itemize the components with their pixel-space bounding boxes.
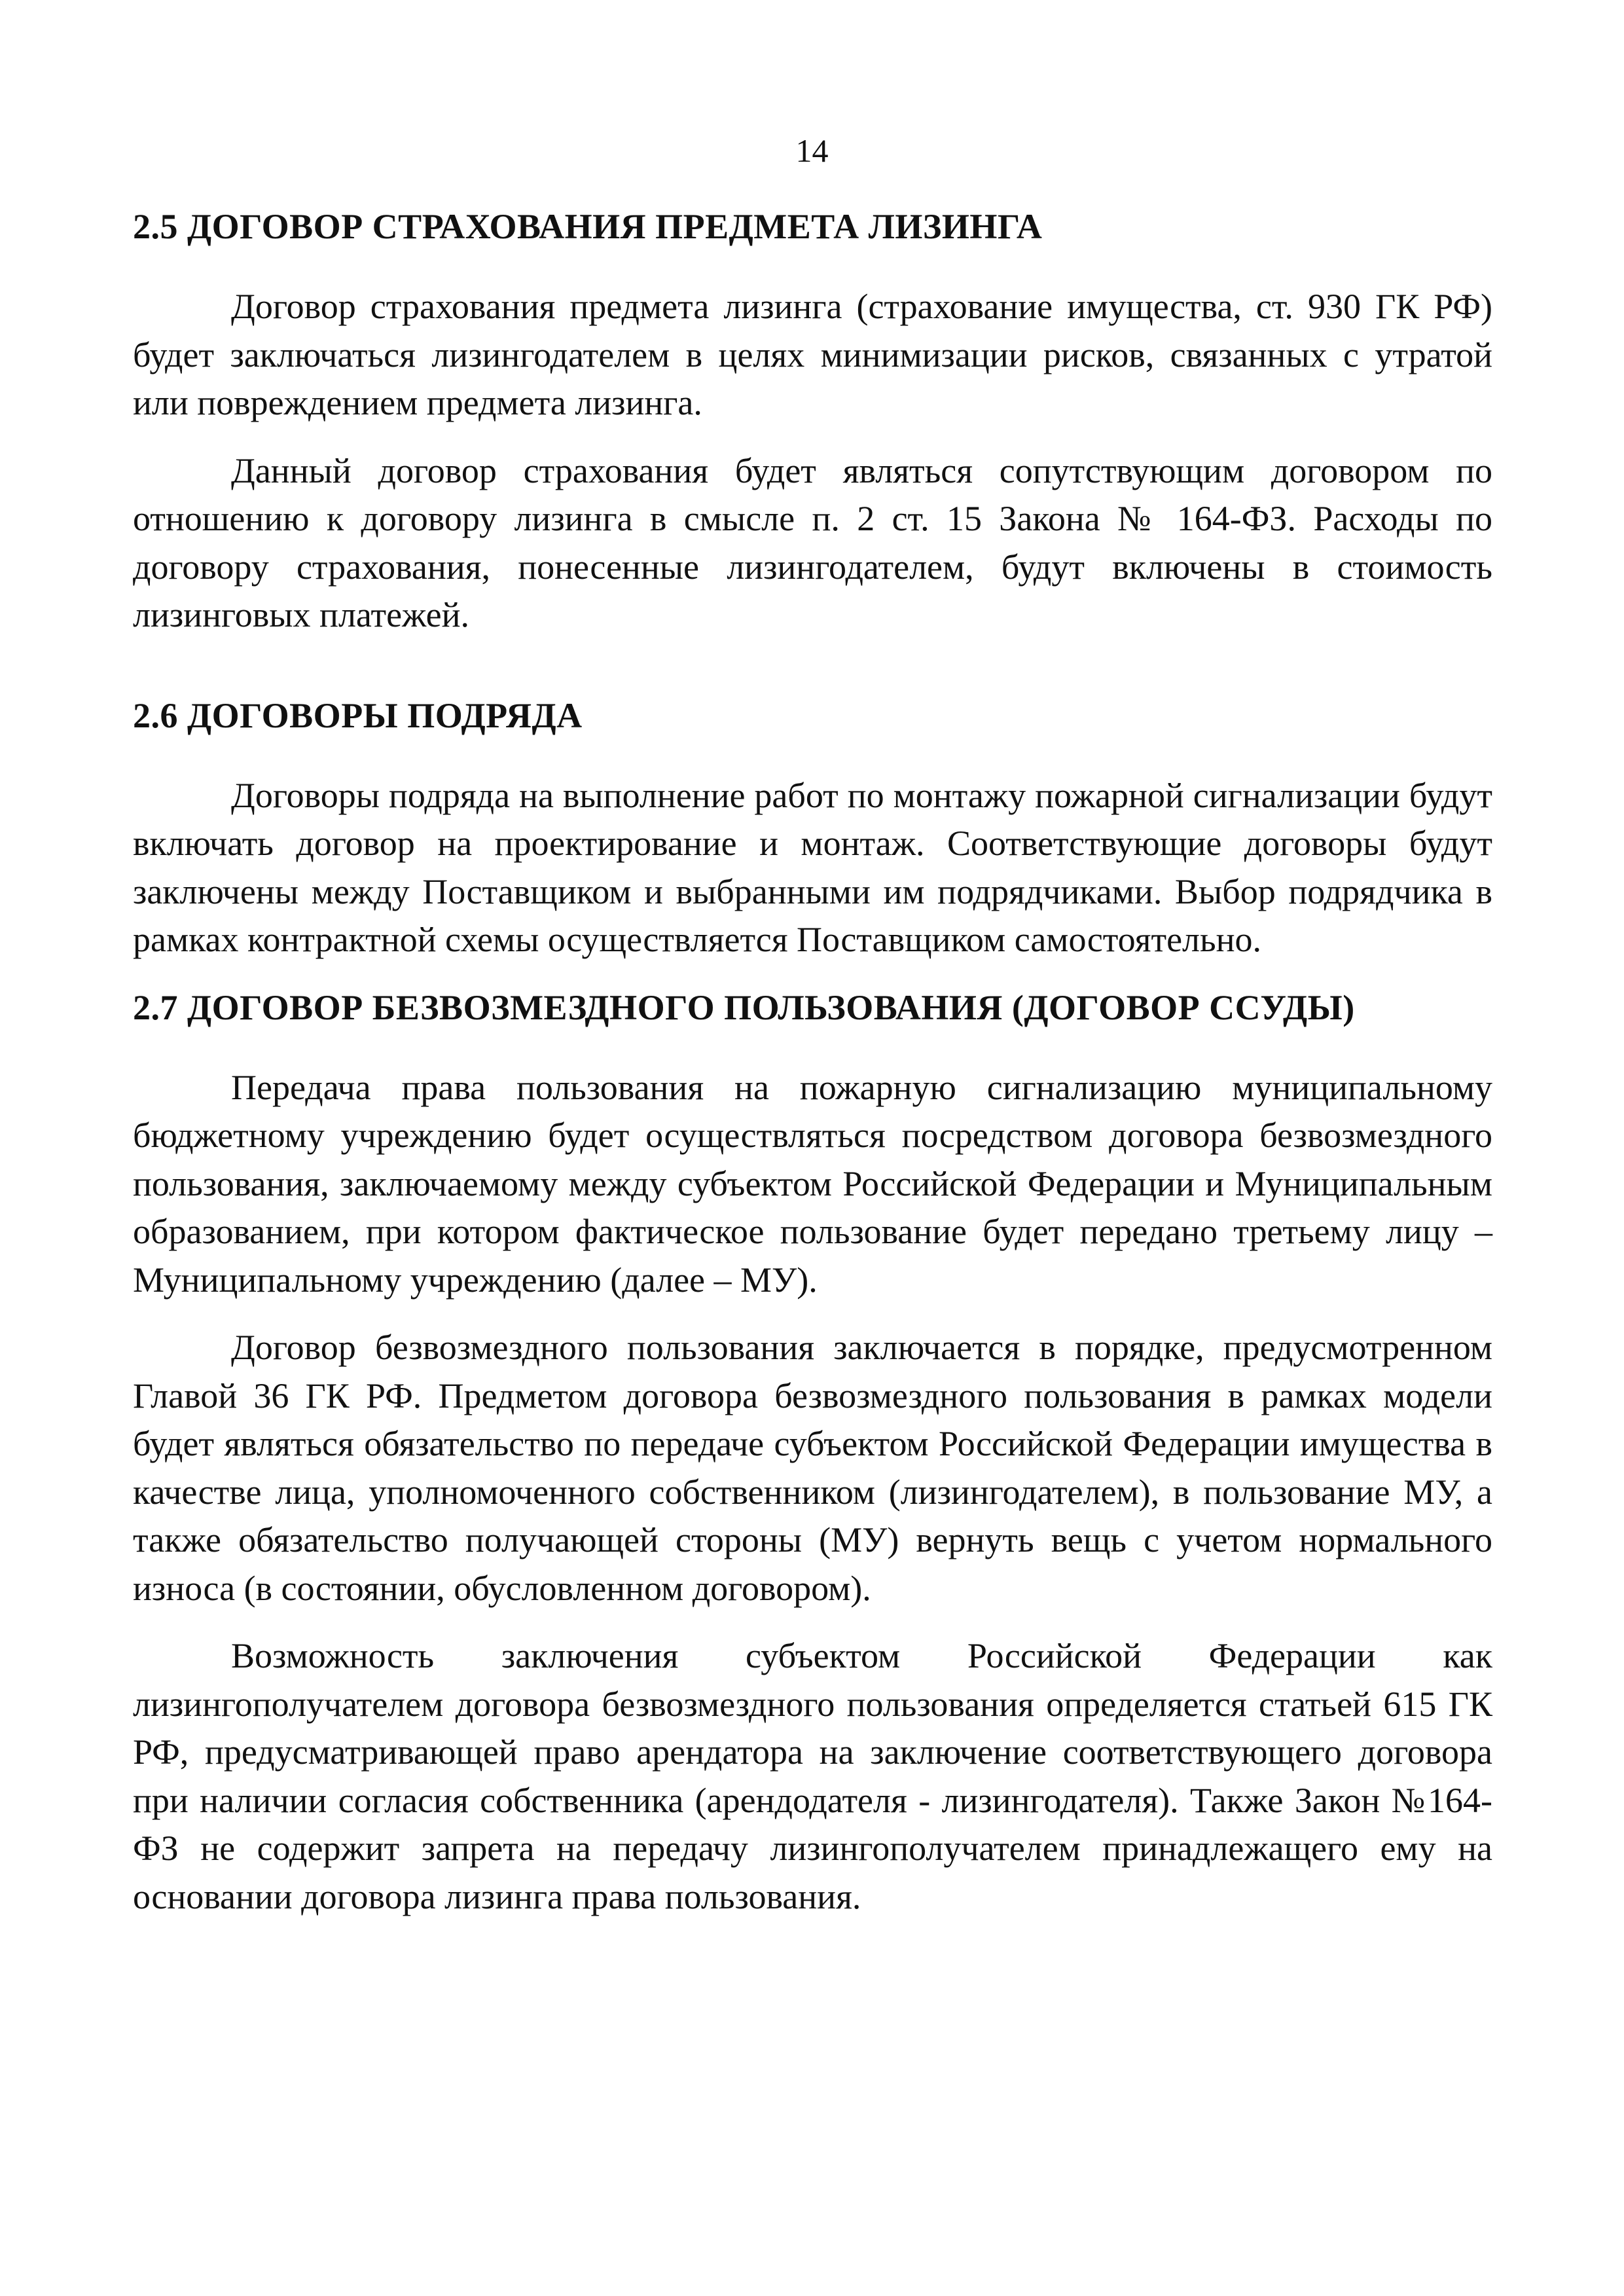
page-number: 14 <box>795 132 829 169</box>
paragraph: Данный договор страхования будет являться сопутствующим договором по отношению к договору лизинга в смысле п. 2 ст. 15 Закона № 164-ФЗ. Расходы по договору страхования, понесенные лизингодателем, будут включены в стоимость лизинговых платежей. <box>133 450 1492 634</box>
paragraph: Договор страхования предмета лизинга (страхование имущества, ст. 930 ГК РФ) будет заключаться лизингодателем в целях минимизации рисков, связанных с утратой или повреждением предмета лизинга. <box>133 287 1492 422</box>
section-heading: 2.5 ДОГОВОР СТРАХОВАНИЯ ПРЕДМЕТА ЛИЗИНГА <box>133 207 1043 246</box>
section-heading: 2.7 ДОГОВОР БЕЗВОЗМЕЗДНОГО ПОЛЬЗОВАНИЯ (ДОГОВОР ССУДЫ) <box>133 987 1355 1027</box>
section-heading: 2.6 ДОГОВОРЫ ПОДРЯДА <box>133 695 583 735</box>
page-content <box>133 203 1492 1941</box>
paragraph: Договоры подряда на выполнение работ по монтажу пожарной сигнализации будут включать договор на проектирование и монтаж. Соответствующие договоры будут заключены между Поставщиком и выбранными им подрядчиками. Выбор подрядчика в рамках контрактной схемы осуществляется Поставщиком самостоятельно. <box>133 775 1492 959</box>
paragraph: Передача права пользования на пожарную сигнализацию муниципальному бюджетному учреждению будет осуществляться посредством договора безвозмездного пользования, заключаемому между субъектом Российской Федерации и Муниципальным образованием, при котором фактическое пользование будет передано третьему лицу – Муниципальному учреждению (далее – МУ). <box>133 1067 1492 1300</box>
section-2-5 <box>133 203 1492 640</box>
paragraph: Возможность заключения субъектом Российской Федерации как лизингополучателем договора безвозмездного пользования определяется статьей 615 ГК РФ, предусматривающей право арендатора на заключение соответствующего договора при наличии согласия собственника (арендодателя - лизингодателя). Также Закон №164-ФЗ не содержит запрета на передачу лизингополучателем принадлежащего ему на основании договора лизинга права пользования. <box>133 1636 1492 1916</box>
paragraph: Договор безвозмездного пользования заключается в порядке, предусмотренном Главой 36 ГК РФ. Предметом договора безвозмездного пользования в рамках модели будет являться обязательство по передаче субъектом Российской Федерации имущества в качестве лица, уполномоченного собственником (лизингодателем), в пользование МУ, а также обязательство получающей стороны (МУ) вернуть вещь с учетом нормального износа (в состоянии, обусловленном договором). <box>133 1328 1492 1608</box>
section-2-6 <box>133 692 1492 964</box>
section-2-7 <box>133 984 1492 1922</box>
